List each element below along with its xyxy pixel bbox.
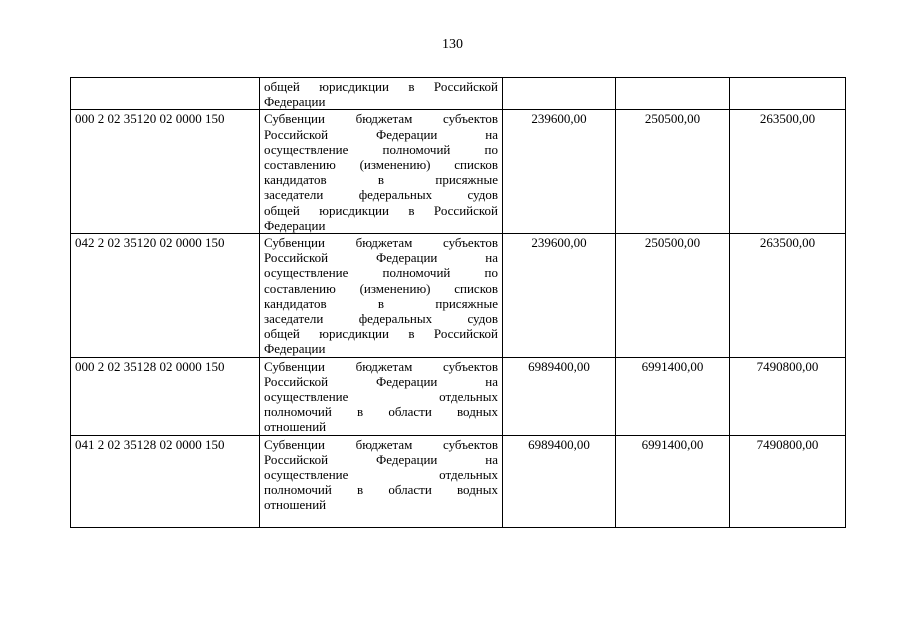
income-name-line: осуществление полномочий по xyxy=(264,141,498,157)
amount-cell-v1: 6989400,00 xyxy=(503,357,616,435)
income-name-line: Субвенции бюджетам субъектов xyxy=(264,111,498,127)
amount-cell-v1: 6989400,00 xyxy=(503,435,616,527)
income-name-line: Российской Федерации на xyxy=(264,250,498,266)
table-row xyxy=(71,110,846,234)
table-row xyxy=(71,435,846,527)
income-name-cell xyxy=(260,110,503,234)
income-name-line: заседатели федеральных судов xyxy=(264,187,498,203)
budget-code-cell: 042 2 02 35120 02 0000 150 xyxy=(71,234,260,358)
amount-cell-v3 xyxy=(730,78,846,110)
income-name-line: отношений xyxy=(264,497,327,513)
table-row xyxy=(71,234,846,358)
amount-cell-v2: 250500,00 xyxy=(616,110,730,234)
income-name-line: кандидатов в присяжные xyxy=(264,295,498,311)
income-name-cell xyxy=(260,234,503,358)
page-number: 130 xyxy=(442,37,463,52)
budget-code-cell: 000 2 02 35120 02 0000 150 xyxy=(71,110,260,234)
amount-cell-v1: 239600,00 xyxy=(503,110,616,234)
income-name-cell xyxy=(260,435,503,527)
income-name-line: общей юрисдикции в Российской xyxy=(264,326,498,342)
income-name-line: Российской Федерации на xyxy=(264,126,498,142)
amount-cell-v1 xyxy=(503,78,616,110)
income-name-line: Субвенции бюджетам субъектов xyxy=(264,235,498,251)
income-name-line: Субвенции бюджетам субъектов xyxy=(264,436,498,452)
budget-code-cell: 041 2 02 35128 02 0000 150 xyxy=(71,435,260,527)
amount-cell-v2: 6991400,00 xyxy=(616,357,730,435)
amount-cell-v3: 263500,00 xyxy=(730,234,846,358)
income-name-line: общей юрисдикции в Российской xyxy=(264,202,498,218)
income-name-line: составлению (изменению) списков xyxy=(264,157,498,173)
table-body xyxy=(71,78,846,528)
amount-cell-v2 xyxy=(616,78,730,110)
income-name-line: кандидатов в присяжные xyxy=(264,172,498,188)
income-name-line: отношений xyxy=(264,419,327,435)
income-name-line: осуществление отдельных xyxy=(264,467,498,483)
table-row xyxy=(71,357,846,435)
income-name-line: заседатели федеральных судов xyxy=(264,311,498,327)
income-name-line: Федерации xyxy=(264,94,326,110)
income-name-line: полномочий в области водных xyxy=(264,482,498,498)
amount-cell-v3: 263500,00 xyxy=(730,110,846,234)
amount-cell-v2: 6991400,00 xyxy=(616,435,730,527)
budget-code-cell xyxy=(71,78,260,110)
income-name-line: осуществление полномочий по xyxy=(264,265,498,281)
amount-cell-v2: 250500,00 xyxy=(616,234,730,358)
income-name-line: Субвенции бюджетам субъектов xyxy=(264,358,498,374)
income-name-line: Федерации xyxy=(264,341,326,357)
budget-table xyxy=(70,77,846,528)
income-name-line: осуществление отдельных xyxy=(264,389,498,405)
income-name-cell xyxy=(260,357,503,435)
income-name-line: общей юрисдикции в Российской xyxy=(264,79,498,94)
table-row xyxy=(71,78,846,110)
income-name-line: Федерации xyxy=(264,217,326,233)
income-name-line: Российской Федерации на xyxy=(264,373,498,389)
income-name-cell xyxy=(260,78,503,110)
income-name-line: полномочий в области водных xyxy=(264,404,498,420)
amount-cell-v3: 7490800,00 xyxy=(730,435,846,527)
income-name-line: составлению (изменению) списков xyxy=(264,280,498,296)
budget-code-cell: 000 2 02 35128 02 0000 150 xyxy=(71,357,260,435)
amount-cell-v1: 239600,00 xyxy=(503,234,616,358)
amount-cell-v3: 7490800,00 xyxy=(730,357,846,435)
income-name-line: Российской Федерации на xyxy=(264,451,498,467)
